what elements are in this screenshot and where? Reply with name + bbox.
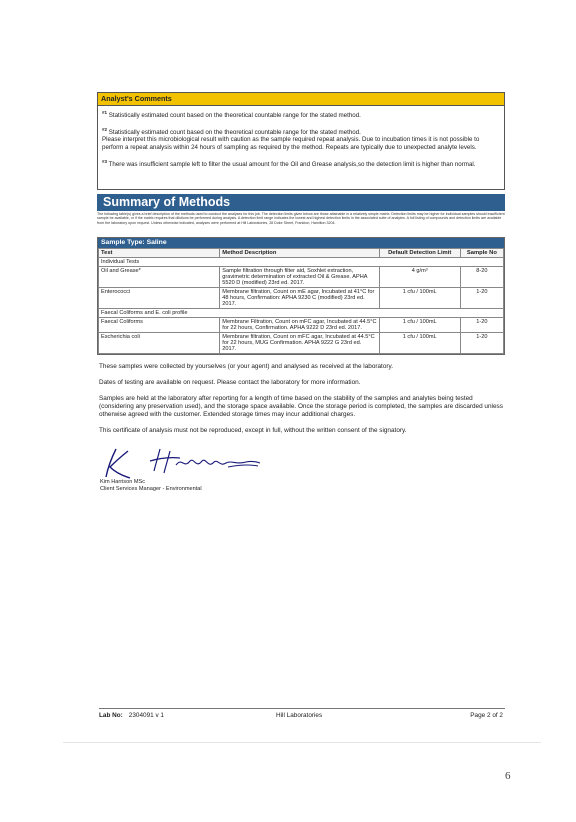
comment-text: Statistically estimated count based on the theoretical countable range for the stated method. xyxy=(108,128,361,136)
cell-method: Membrane filtration, Count on mFC agar, Incubated at 44.5°C for 22 hours, MUG Confirmation. APHA 9222 G 23rd ed. 2017. xyxy=(220,333,379,354)
group-row xyxy=(99,309,504,318)
footer-company: Hill Laboratories xyxy=(276,712,323,719)
methods-table-panel xyxy=(97,237,505,355)
lab-number-value: 2304091 v 1 xyxy=(128,712,164,719)
report-footer xyxy=(99,708,505,721)
group-label: Individual Tests xyxy=(99,258,504,267)
cell-test: Enterococci xyxy=(99,288,220,309)
report-notes xyxy=(99,363,506,443)
summary-intro-text: The following table(s) gives a brief description of the methods used to conduct the analyses for this job. The detection limits given below are those attainable in a relatively simple matrix. Detection limits may be higher for individual samples should insufficient sample be available, or if the matrix requires that dilutions be performed during analysis. A detection limit range indicates the lowest and highest detection limits in the associated suite of analytes. A full listing of compounds and detection limits are available from the laboratory upon request. Unless otherwise indicated, analyses were performed at Hill Laboratories, 28 Duke Street, Frankton, Hamilton 3204. xyxy=(97,212,505,225)
summary-of-methods-title: Summary of Methods xyxy=(97,194,505,211)
cell-limit: 1 cfu / 100mL xyxy=(379,333,460,354)
cell-method: Membrane filtration, Count on mE agar, Incubated at 41°C for 48 hours, Confirmation: APHA 9230 C (modified) 23rd ed. 2017. xyxy=(220,288,379,309)
column-header-method: Method Description xyxy=(220,249,379,258)
table-header-row xyxy=(99,249,504,258)
lab-number-label: Lab No: xyxy=(99,712,123,719)
cell-limit: 1 cfu / 100mL xyxy=(379,288,460,309)
cell-sample-no: 1-20 xyxy=(460,288,503,309)
comment-ref: #2 xyxy=(102,126,108,132)
group-row xyxy=(99,258,504,267)
column-header-limit: Default Detection Limit xyxy=(379,249,460,258)
comment-text-continued: Please interpret this microbiological result with caution as the sample required repeat analysis. Due to incubation times it is not possible to perform a repeat analysis within 24 hours of sampling as required by the method. Repeats are typically due to unexpected analyte levels. xyxy=(102,136,480,151)
table-row xyxy=(99,267,504,288)
cell-limit: 4 g/m³ xyxy=(379,267,460,288)
analyst-comments-box xyxy=(97,92,505,190)
cell-test: Escherichia coli xyxy=(99,333,220,354)
cell-test: Oil and Grease* xyxy=(99,267,220,288)
cell-sample-no: 1-20 xyxy=(460,333,503,354)
comment-text: There was insufficient sample left to filter the usual amount for the Oil and Grease analysis,so the detection limit is higher than normal. xyxy=(108,160,476,168)
note-testing-dates: Dates of testing are available on request. Please contact the laboratory for more information. xyxy=(99,379,361,386)
footer-page-info: Page 2 of 2 xyxy=(470,712,503,719)
column-header-sample-no: Sample No xyxy=(460,249,503,258)
table-row xyxy=(99,333,504,354)
table-row xyxy=(99,288,504,309)
handwritten-signature xyxy=(98,445,268,481)
analyst-comments-title: Analyst's Comments xyxy=(98,93,504,106)
note-sample-storage: Samples are held at the laboratory after reporting for a length of time based on the stability of the samples and analytes being tested (considering any preservation used), and the storage space available. Once the storage period is completed, the samples are discarded unless otherwise agreed with the customer. Extended storage times may incur additional charges. xyxy=(99,395,503,418)
page-edge-divider xyxy=(63,742,541,743)
analyst-comments-body xyxy=(98,106,504,168)
cell-test: Faecal Coliforms xyxy=(99,318,220,333)
comment-text: Statistically estimated count based on the theoretical countable range for the stated method. xyxy=(108,112,361,120)
cell-sample-no: 8-20 xyxy=(460,267,503,288)
table-row xyxy=(99,318,504,333)
signatory-name: Kim Harrison MSc xyxy=(100,479,146,485)
comment-1 xyxy=(102,109,500,120)
cell-method: Membrane Filtration, Count on mFC agar, Incubated at 44.5°C for 22 hours, Confirmation. APHA 9222 D 23rd ed. 2017. xyxy=(220,318,379,333)
comment-2 xyxy=(102,126,500,152)
cell-sample-no: 1-20 xyxy=(460,318,503,333)
lab-number xyxy=(99,711,164,721)
comment-ref: #1 xyxy=(102,110,108,115)
note-reproduction: This certificate of analysis must not be reproduced, except in full, without the written consent of the signatory. xyxy=(99,427,407,434)
cell-method: Sample filtration through filter aid, Soxhlet extraction, gravimetric determination of extracted Oil & Grease. APHA 5520 D (modified) 23rd ed. 2017. xyxy=(220,267,379,288)
signatory-block xyxy=(100,479,202,493)
cell-limit: 1 cfu / 100mL xyxy=(379,318,460,333)
comment-ref: #3 xyxy=(102,158,108,164)
column-header-test: Test xyxy=(99,249,220,258)
methods-table xyxy=(98,248,504,354)
signatory-role: Client Services Manager - Environmental xyxy=(100,486,202,492)
sample-type-header: Sample Type: Saline xyxy=(98,238,504,248)
document-page-number: 6 xyxy=(505,770,511,782)
group-label: Faecal Coliforms and E. coli profile xyxy=(99,309,504,318)
comment-3 xyxy=(102,158,500,169)
note-collection: These samples were collected by yourselves (or your agent) and analysed as received at the laboratory. xyxy=(99,363,394,370)
